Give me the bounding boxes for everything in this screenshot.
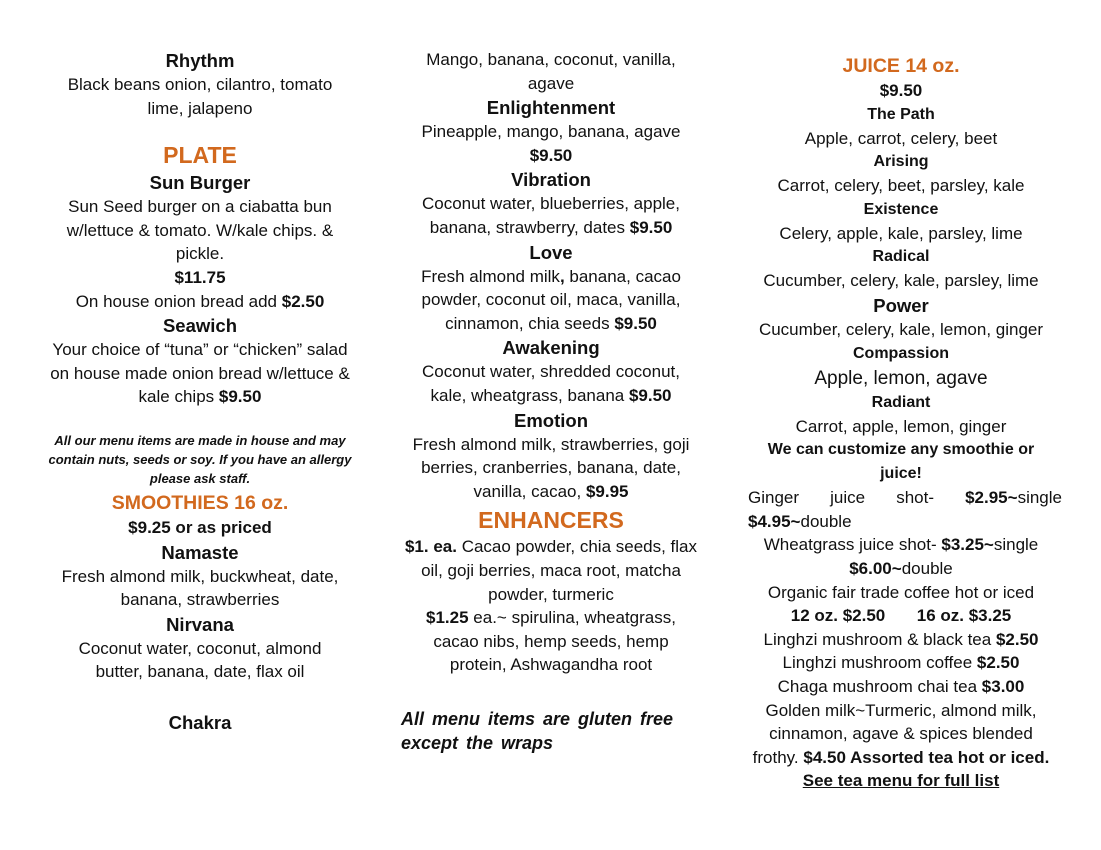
item-name-awakening: Awakening <box>502 337 600 359</box>
item-desc-namaste: Fresh almond milk, buckwheat, date, banana, strawberries <box>61 566 339 610</box>
item-name-the-path: The Path <box>867 105 935 123</box>
menu-column-middle <box>391 48 711 755</box>
gluten-free-note: All menu items are gluten free except the wraps <box>401 708 674 753</box>
item-name-nirvana: Nirvana <box>166 613 234 635</box>
allergy-note: All our menu items are made in house and may contain nuts, seeds or soy. If you have an allergy please ask staff. <box>48 432 352 486</box>
love-desc-b: banana, cacao powder, coconut oil, maca, vanilla, cinnamon, chia seeds <box>421 266 681 333</box>
item-desc-seawich <box>40 338 360 409</box>
item-desc-compassion: Apple, lemon, agave <box>814 367 988 389</box>
item-name-namaste: Namaste <box>161 541 239 563</box>
item-name-existence: Existence <box>863 200 939 218</box>
item-name-enlightenment: Enlightenment <box>486 97 616 119</box>
item-name-power: Power <box>873 294 929 316</box>
wheatgrass-price-single: $3.25~ <box>941 535 994 555</box>
item-desc-the-path: Apple, carrot, celery, beet <box>804 128 998 148</box>
section-heading-plate: PLATE <box>163 142 237 169</box>
item-name-love: Love <box>529 241 573 263</box>
love-desc-comma: , <box>559 266 565 286</box>
item-price-enlightenment: $9.50 <box>529 145 573 165</box>
menu-column-left <box>40 48 360 735</box>
addon-price: $2.50 <box>281 291 325 311</box>
love-desc-a: Fresh almond milk <box>421 266 560 286</box>
item-name-sun-burger: Sun Burger <box>149 172 251 194</box>
golden-milk-text: Golden milk~Turmeric, almond milk, cinnamon, agave & spices blended frothy. <box>752 700 1037 767</box>
linghzi-coffee-text: Linghzi mushroom coffee <box>782 653 973 673</box>
linghzi-coffee-line <box>740 651 1062 675</box>
juice-price: $9.50 <box>879 81 923 100</box>
ginger-shot-group <box>896 486 934 510</box>
item-desc-chakra: Mango, banana, coconut, vanilla, agave <box>426 50 676 93</box>
ginger-label-single: single <box>1017 488 1062 508</box>
item-desc-radiant: Carrot, apple, lemon, ginger <box>795 416 1007 436</box>
addon-line <box>40 290 360 314</box>
vibration-desc-text: Coconut water, blueberries, apple, banana, strawberry, dates <box>422 194 680 237</box>
linghzi-coffee-price: $2.50 <box>976 653 1020 673</box>
item-desc-power: Cucumber, celery, kale, lemon, ginger <box>758 319 1044 339</box>
smoothies-price: $9.25 or as priced <box>128 517 272 537</box>
linghzi-tea-text: Linghzi mushroom & black tea <box>763 629 992 649</box>
enhancer-desc-1: Cacao powder, chia seeds, flax oil, goji berries, maca root, matcha powder, turmeric <box>421 537 698 604</box>
item-name-seawich: Seawich <box>162 315 238 337</box>
ginger-w1: Ginger <box>748 488 800 508</box>
tea-menu-link[interactable]: See tea menu for full list <box>802 771 1000 791</box>
item-name-compassion: Compassion <box>852 344 949 362</box>
awakening-desc-text: Coconut water, shredded coconut, kale, wheatgrass, banana <box>422 362 680 405</box>
item-price-awakening: $9.50 <box>628 385 672 405</box>
ginger-price-single-group <box>965 486 1062 510</box>
coffee-sizes <box>740 604 1062 628</box>
ginger-w2: juice <box>830 488 866 508</box>
item-price-vibration: $9.50 <box>629 217 673 237</box>
wheatgrass-text: Wheatgrass juice shot- <box>763 535 937 555</box>
item-price-seawich: $9.50 <box>218 387 262 407</box>
enhancer-desc-2: ea.~ spirulina, wheatgrass, cacao nibs, hemp seeds, hemp protein, Ashwagandha root <box>433 608 676 675</box>
chaga-line <box>740 675 1062 699</box>
enhancer-price-2: $1.25 <box>426 608 469 628</box>
coffee-size-16: 16 oz. $3.25 <box>916 606 1012 626</box>
item-name-radiant: Radiant <box>871 393 931 411</box>
enhancer-price-1: $1. ea. <box>404 537 457 557</box>
golden-milk-price-text: $4.50 Assorted tea hot or iced. <box>803 747 1050 767</box>
wheatgrass-double-group <box>740 557 1062 581</box>
ginger-w3: shot- <box>896 488 934 508</box>
menu-column-right <box>740 53 1062 793</box>
item-desc-love <box>391 265 711 336</box>
ginger-price-single: $2.95~ <box>965 488 1018 508</box>
enhancer-group-2 <box>391 606 711 677</box>
section-heading-enhancers: ENHANCERS <box>478 507 624 534</box>
item-desc-existence: Celery, apple, kale, parsley, lime <box>779 223 1023 243</box>
item-name-radical: Radical <box>872 248 930 266</box>
golden-milk-block <box>740 699 1062 793</box>
linghzi-tea-price: $2.50 <box>995 629 1039 649</box>
ginger-price-double: $4.95~ <box>748 511 801 531</box>
item-name-chakra: Chakra <box>168 711 232 733</box>
item-desc-awakening <box>391 360 711 407</box>
linghzi-tea-line <box>740 628 1062 652</box>
item-name-rhythm: Rhythm <box>165 50 235 71</box>
item-price-emotion: $9.95 <box>585 481 629 501</box>
emotion-desc-text: Fresh almond milk, strawberries, goji berries, cranberries, banana, date, vanilla, cacao, <box>412 434 690 501</box>
item-desc-vibration <box>391 192 711 239</box>
addon-text: On house onion bread add <box>75 291 278 311</box>
item-desc-emotion <box>391 433 711 504</box>
item-name-arising: Arising <box>873 153 929 171</box>
wheatgrass-label-single: single <box>993 535 1039 555</box>
item-price-sun-burger: $11.75 <box>174 267 226 287</box>
item-desc-enlightenment: Pineapple, mango, banana, agave <box>421 122 681 142</box>
ginger-double-line <box>740 510 1062 534</box>
item-desc-radical: Cucumber, celery, kale, parsley, lime <box>763 271 1039 291</box>
ginger-label-double: double <box>800 511 852 531</box>
item-price-love: $9.50 <box>614 313 657 333</box>
section-heading-juice: JUICE 14 oz. <box>842 55 960 77</box>
ginger-shot-line <box>740 486 1062 510</box>
customize-note: We can customize any smoothie or juice! <box>767 441 1035 483</box>
section-heading-smoothies: SMOOTHIES 16 oz. <box>111 491 289 514</box>
item-name-emotion: Emotion <box>514 409 588 431</box>
wheatgrass-label-double: double <box>901 558 953 578</box>
item-desc-sun-burger: Sun Seed burger on a ciabatta bun w/lettuce & tomato. W/kale chips. & pickle. <box>66 197 334 264</box>
item-desc-arising: Carrot, celery, beet, parsley, kale <box>777 176 1025 196</box>
enhancer-group-1 <box>391 535 711 606</box>
item-desc-rhythm: Black beans onion, cilantro, tomato lime, jalapeno <box>67 75 333 118</box>
wheatgrass-line <box>740 533 1062 580</box>
seawich-desc-text: Your choice of “tuna” or “chicken” salad on house made onion bread w/lettuce & kale chips <box>50 340 350 407</box>
item-desc-nirvana: Coconut water, coconut, almond butter, banana, date, flax oil <box>78 638 322 682</box>
wheatgrass-price-double: $6.00~ <box>849 558 902 578</box>
chaga-price: $3.00 <box>981 676 1025 696</box>
coffee-size-12: 12 oz. $2.50 <box>790 606 886 626</box>
chaga-text: Chaga mushroom chai tea <box>777 676 978 696</box>
item-name-vibration: Vibration <box>511 169 591 191</box>
coffee-text: Organic fair trade coffee hot or iced <box>767 582 1035 602</box>
